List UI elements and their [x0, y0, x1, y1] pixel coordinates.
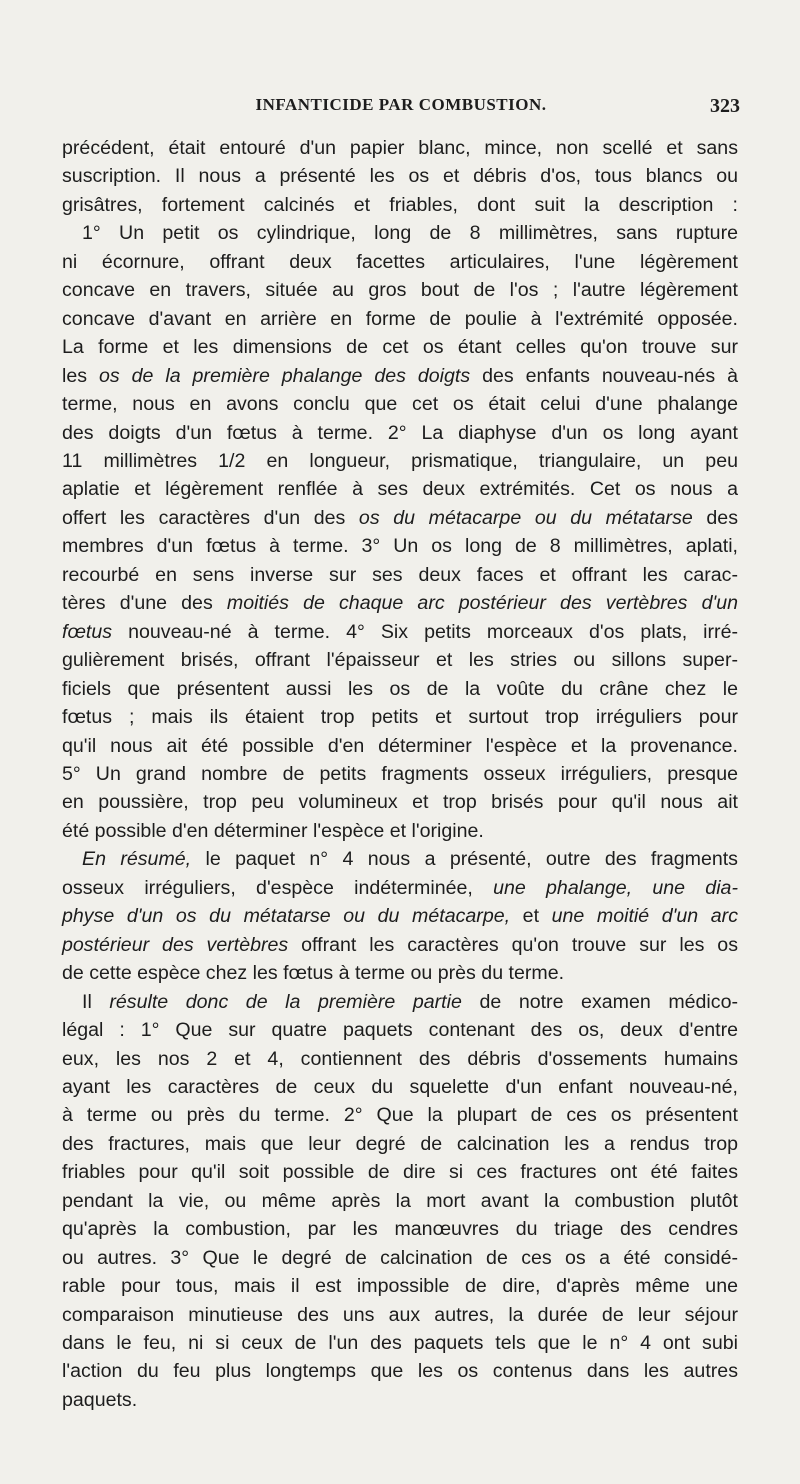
- text-run: les: [62, 364, 99, 387]
- text-run: en poussière, trop peu volumineux et trop brisés pour qu'il nous ait: [62, 791, 738, 814]
- text-line: [62, 1386, 738, 1414]
- text-line: [62, 333, 738, 361]
- text-run: ficiels que présentent aussi les os de la voûte du crâne chez le: [62, 677, 738, 700]
- text-run: 5° Un grand nombre de petits fragments osseux irréguliers, presque: [62, 762, 738, 785]
- text-line: [62, 902, 738, 930]
- text-run: ni écornure, offrant deux facettes articulaires, l'une légèrement: [62, 250, 738, 273]
- text-run: qu'il nous ait été possible d'en déterminer l'espèce et la provenance.: [62, 734, 738, 757]
- text-run: des doigts d'un fœtus à terme. 2° La diaphyse d'un os long ayant: [62, 421, 738, 444]
- text-line: [62, 1187, 738, 1215]
- text-run: La forme et les dimensions de cet os étant celles qu'on trouve sur: [62, 336, 738, 359]
- italic-text: os du métacarpe ou du métatarse: [358, 506, 693, 529]
- text-line: [62, 845, 738, 873]
- italic-text: postérieur des vertèbres: [62, 933, 289, 956]
- text-run: ou autres. 3° Que le degré de calcination de ces os a été considé-: [62, 1246, 738, 1269]
- text-run: aplatie et légèrement renflée à ses deux extrémités. Cet os nous a: [62, 478, 738, 501]
- text-run: concave en travers, située au gros bout de l'os ; l'autre légèrement: [62, 279, 738, 302]
- text-line: [62, 646, 738, 674]
- text-line: [62, 703, 738, 731]
- text-run: terme, nous en avons conclu que cet os était celui d'une phalange: [62, 393, 738, 416]
- text-line: [62, 191, 738, 219]
- text-run: tères d'une des: [62, 592, 227, 615]
- text-line: [62, 134, 738, 162]
- text-run: eux, les nos 2 et 4, contiennent des débris d'ossements humains: [62, 1047, 738, 1070]
- page-number: 323: [710, 95, 740, 117]
- text-line: [62, 732, 738, 760]
- text-line: [62, 959, 738, 987]
- text-line: [62, 1272, 738, 1300]
- body-text: [62, 134, 738, 1414]
- text-run: gulièrement brisés, offrant l'épaisseur et les stries ou sillons super-: [62, 649, 738, 672]
- text-run: dans le feu, ni si ceux de l'un des paquets tels que le n° 4 ont subi: [62, 1332, 738, 1355]
- text-line: [62, 589, 738, 617]
- text-line: [62, 419, 738, 447]
- text-line: [62, 1244, 738, 1272]
- text-run: nouveau-né à terme. 4° Six petits morceaux d'os plats, irré-: [112, 620, 738, 643]
- text-line: [62, 675, 738, 703]
- text-line: [62, 561, 738, 589]
- text-run: à terme ou près du terme. 2° Que la plupart de ces os présentent: [62, 1104, 738, 1127]
- text-run: grisâtres, fortement calcinés et friables, dont suit la description :: [62, 193, 738, 216]
- text-line: [62, 1215, 738, 1243]
- text-run: recourbé en sens inverse sur ses deux faces et offrant les carac-: [62, 563, 738, 586]
- text-run: concave d'avant en arrière en forme de poulie à l'extrémité opposée.: [62, 307, 738, 330]
- italic-text: En résumé,: [82, 848, 192, 871]
- text-line: [62, 788, 738, 816]
- text-line: [62, 390, 738, 418]
- text-run: membres d'un fœtus à terme. 3° Un os long de 8 millimètres, aplati,: [62, 535, 738, 558]
- text-line: [62, 1016, 738, 1044]
- italic-text: une phalange, une dia-: [493, 876, 738, 899]
- text-line: [62, 276, 738, 304]
- text-run: paquets.: [62, 1388, 138, 1411]
- text-line: [62, 219, 738, 247]
- text-run: ayant les caractères de ceux du squelette d'un enfant nouveau-né,: [62, 1075, 738, 1098]
- text-line: [62, 988, 738, 1016]
- text-run: des: [692, 506, 738, 529]
- text-run: 11 millimètres 1/2 en longueur, prismatique, triangulaire, un peu: [62, 449, 738, 472]
- text-line: [62, 248, 738, 276]
- text-line: [62, 760, 738, 788]
- text-run: suscription. Il nous a présenté les os et débris d'os, tous blancs ou: [62, 165, 738, 188]
- text-line: [62, 362, 738, 390]
- text-line: [62, 475, 738, 503]
- text-line: [62, 817, 738, 845]
- text-run: l'action du feu plus longtemps que les os contenus dans les autres: [62, 1360, 738, 1383]
- text-line: [62, 1301, 738, 1329]
- text-run: été possible d'en déterminer l'espèce et l'origine.: [62, 819, 484, 842]
- text-run: des enfants nouveau-nés à: [470, 364, 738, 387]
- page-header: [62, 95, 740, 121]
- italic-text: fœtus: [62, 620, 113, 643]
- italic-text: os de la première phalange des doigts: [98, 364, 471, 387]
- text-run: de notre examen médico-: [461, 990, 739, 1013]
- text-run: fœtus ; mais ils étaient trop petits et surtout trop irréguliers pour: [62, 706, 738, 729]
- text-run: précédent, était entouré d'un papier blanc, mince, non scellé et sans: [62, 137, 738, 159]
- text-line: [62, 1130, 738, 1158]
- text-run: offrant les caractères qu'on trouve sur les os: [288, 933, 738, 956]
- text-line: [62, 931, 738, 959]
- text-line: [62, 618, 738, 646]
- text-line: [62, 1045, 738, 1073]
- text-run: qu'après la combustion, par les manœuvres du triage des cendres: [62, 1218, 738, 1241]
- text-line: [62, 305, 738, 333]
- text-run: des fractures, mais que leur degré de calcination les a rendus trop: [62, 1132, 738, 1155]
- text-line: [62, 532, 738, 560]
- text-run: et: [510, 905, 552, 928]
- text-run: friables pour qu'il soit possible de dire si ces fractures ont été faites: [62, 1161, 738, 1184]
- text-run: comparaison minutieuse des uns aux autres, la durée de leur séjour: [62, 1303, 738, 1326]
- text-run: de cette espèce chez les fœtus à terme ou près du terme.: [62, 962, 565, 985]
- text-run: 1° Un petit os cylindrique, long de 8 millimètres, sans rupture: [82, 222, 738, 245]
- text-run: Il: [82, 990, 110, 1013]
- italic-text: résulte donc de la première partie: [109, 990, 462, 1013]
- text-run: légal : 1° Que sur quatre paquets contenant des os, deux d'entre: [62, 1019, 738, 1042]
- italic-text: moitiés de chaque arc postérieur des vertèbres d'un: [226, 592, 739, 615]
- text-line: [62, 1357, 738, 1385]
- text-run: offert les caractères d'un des: [62, 506, 359, 529]
- text-line: [62, 1101, 738, 1129]
- text-line: [62, 1158, 738, 1186]
- text-line: [62, 504, 738, 532]
- text-run: pendant la vie, ou même après la mort avant la combustion plutôt: [62, 1189, 738, 1212]
- running-title: INFANTICIDE PAR COMBUSTION.: [255, 95, 547, 114]
- text-line: [62, 1073, 738, 1101]
- text-run: rable pour tous, mais il est impossible de dire, d'après même une: [62, 1275, 738, 1298]
- text-line: [62, 1329, 738, 1357]
- text-run: osseux irréguliers, d'espèce indéterminée,: [62, 876, 494, 899]
- italic-text: une moitié d'un arc: [551, 905, 738, 928]
- italic-text: physe d'un os du métatarse ou du métacarpe,: [62, 905, 511, 928]
- text-line: [62, 447, 738, 475]
- text-run: le paquet n° 4 nous a présenté, outre des fragments: [191, 848, 738, 871]
- text-line: [62, 874, 738, 902]
- text-line: [62, 162, 738, 190]
